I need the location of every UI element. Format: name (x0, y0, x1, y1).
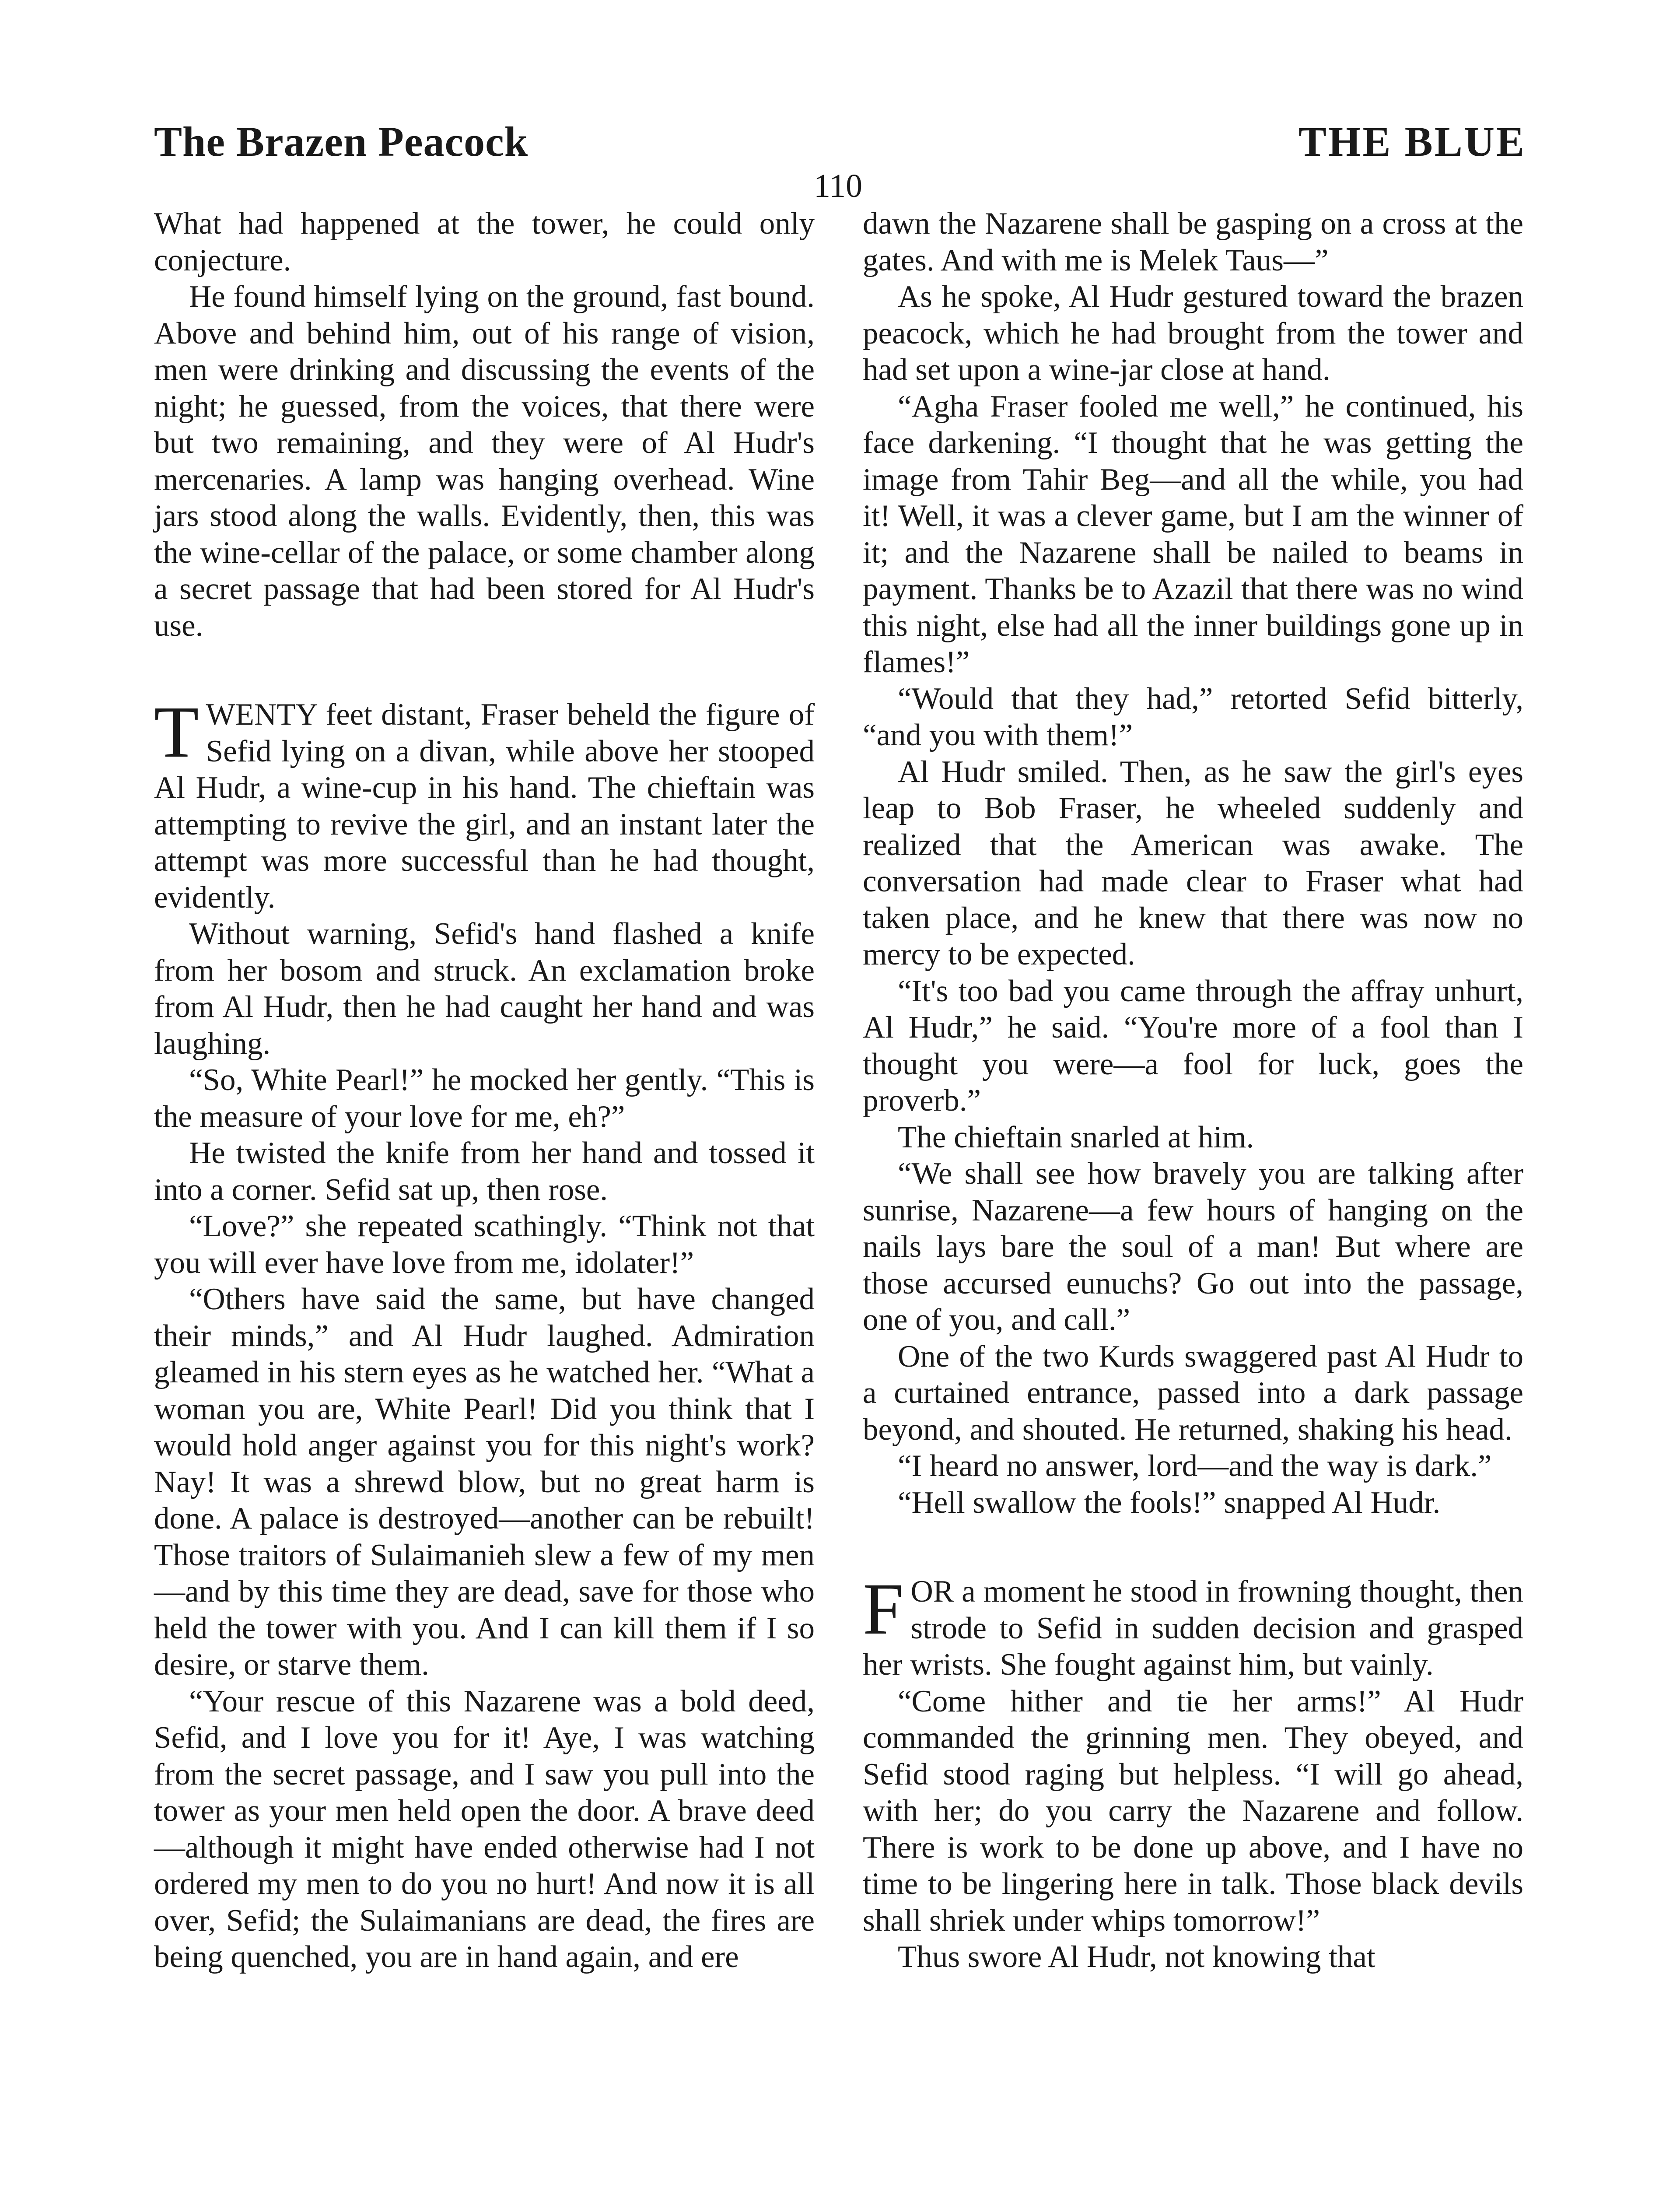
paragraph: He found himself lying on the ground, fast bound. Above and behind him, out of his range of vision, men were drinking and discussing the events of the night; he guessed, from the voices, that there were but two remaining, and they were of Al Hudr's mercenaries. A lamp was hanging overhead. Wine jars stood along the walls. Evidently, then, this was the wine-cellar of the palace, or some chamber along a secret passage that had been stored for Al Hudr's use. (154, 280, 815, 643)
paragraph-with-drop-cap (863, 1568, 1523, 1683)
paragraph: The chieftain snarled at him. (898, 1120, 1254, 1154)
paragraph: He twisted the knife from her hand and tossed it into a corner. Sefid sat up, then rose. (154, 1136, 815, 1207)
paragraph: “Would that they had,” retorted Sefid bitterly, “and you with them!” (863, 681, 1523, 752)
magazine-title: THE BLUE (1298, 118, 1526, 165)
paragraph: One of the two Kurds swaggered past Al Hudr to a curtained entrance, passed into a dark passage beyond, and shouted. He returned, shaking his head. (863, 1339, 1523, 1447)
paragraph: “Agha Fraser fooled me well,” he continued, his face darkening. “I thought that he was getting the image from Tahir Beg—and all the while, you had it! Well, it was a clever game, but I am the winner of it; and the Nazarene shall be nailed to beams in payment. Thanks be to Azazil that there was no wind this night, else had all the inner buildings gone up in flames!” (863, 389, 1523, 679)
paragraph: Thus swore Al Hudr, not knowing that (898, 1940, 1376, 1974)
drop-cap: F (863, 1568, 904, 1650)
paragraph: Al Hudr smiled. Then, as he saw the girl's eyes leap to Bob Fraser, he wheeled suddenly and realized that the American was awake. The conversation had made clear to Fraser what had taken place, and he knew that there was now no mercy to be expected. (863, 754, 1523, 971)
paragraph-with-drop-cap (154, 691, 815, 916)
paragraph: “Come hither and tie her arms!” Al Hudr commanded the grinning men. They obeyed, and Sefid stood raging but helpless. “I will go ahead, with her; do you carry the Nazarene and follow. There is work to be done up above, and I have no time to be lingering here in talk. Those black devils shall shriek under whips tomorrow!” (863, 1684, 1523, 1938)
paragraph: “Your rescue of this Nazarene was a bold deed, Sefid, and I love you for it! Aye, I was watching from the secret passage, and I saw you pull into the tower as your men held open the door. A brave deed—although it might have ended otherwise had I not ordered my men to do you no hurt! And now it is all over, Sefid; the Sulaimanians are dead, the fires are being quenched, you are in hand again, and ere (154, 1684, 815, 1974)
paragraph: “Love?” she repeated scathingly. “Think not that you will ever have love from me, idolater!” (154, 1209, 815, 1280)
drop-cap: T (154, 691, 199, 773)
paragraph-text: WENTY feet distant, Fraser beheld the figure of Sefid lying on a divan, while above her stooped Al Hudr, a wine-cup in his hand. The chieftain was attempting to revive the girl, and an instant later the attempt was more successful than he had thought, evidently. (154, 698, 815, 915)
paragraph: What had happened at the tower, he could only conjecture. (154, 207, 815, 277)
paragraph: “Others have said the same, but have changed their minds,” and Al Hudr laughed. Admiration gleamed in his stern eyes as he watched her. “What a woman you are, White Pearl! Did you think that I would hold anger against you for this night's work? Nay! It was a shrewd blow, but no great harm is done. A palace is destroyed—another can be rebuilt! Those traitors of Sulaimanieh slew a few of my men—and by this time they are dead, save for those who held the tower with you. And I can kill them if I so desire, or starve them. (154, 1282, 815, 1682)
paragraph: “Hell swallow the fools!” snapped Al Hudr. (898, 1485, 1441, 1520)
paragraph: Without warning, Sefid's hand flashed a knife from her bosom and struck. An exclamation broke from Al Hudr, then he had caught her hand and was laughing. (154, 917, 815, 1061)
page-number: 110 (814, 168, 863, 204)
paragraph: “It's too bad you came through the affray unhurt, Al Hudr,” he said. “You're more of a fool than I thought you were—a fool for luck, goes the proverb.” (863, 974, 1523, 1118)
left-column (154, 206, 815, 1976)
paragraph: As he spoke, Al Hudr gestured toward the brazen peacock, which he had brought from the tower and had set upon a wine-jar close at hand. (863, 280, 1523, 387)
paragraph-text: OR a moment he stood in frowning thought, then strode to Sefid in sudden decision and grasped her wrists. She fought against him, but vainly. (863, 1574, 1523, 1682)
paragraph: “I heard no answer, lord—and the way is dark.” (898, 1449, 1492, 1483)
paragraph: dawn the Nazarene shall be gasping on a cross at the gates. And with me is Melek Taus—” (863, 207, 1523, 277)
right-column (863, 206, 1523, 1976)
story-title: The Brazen Peacock (154, 118, 528, 165)
paragraph: “We shall see how bravely you are talking after sunrise, Nazarene—a few hours of hanging on the nails lays bare the soul of a man! But where are those accursed eunuchs? Go out into the passage, one of you, and call.” (863, 1157, 1523, 1337)
paragraph: “So, White Pearl!” he mocked her gently. “This is the measure of your love for me, eh?” (154, 1063, 815, 1134)
